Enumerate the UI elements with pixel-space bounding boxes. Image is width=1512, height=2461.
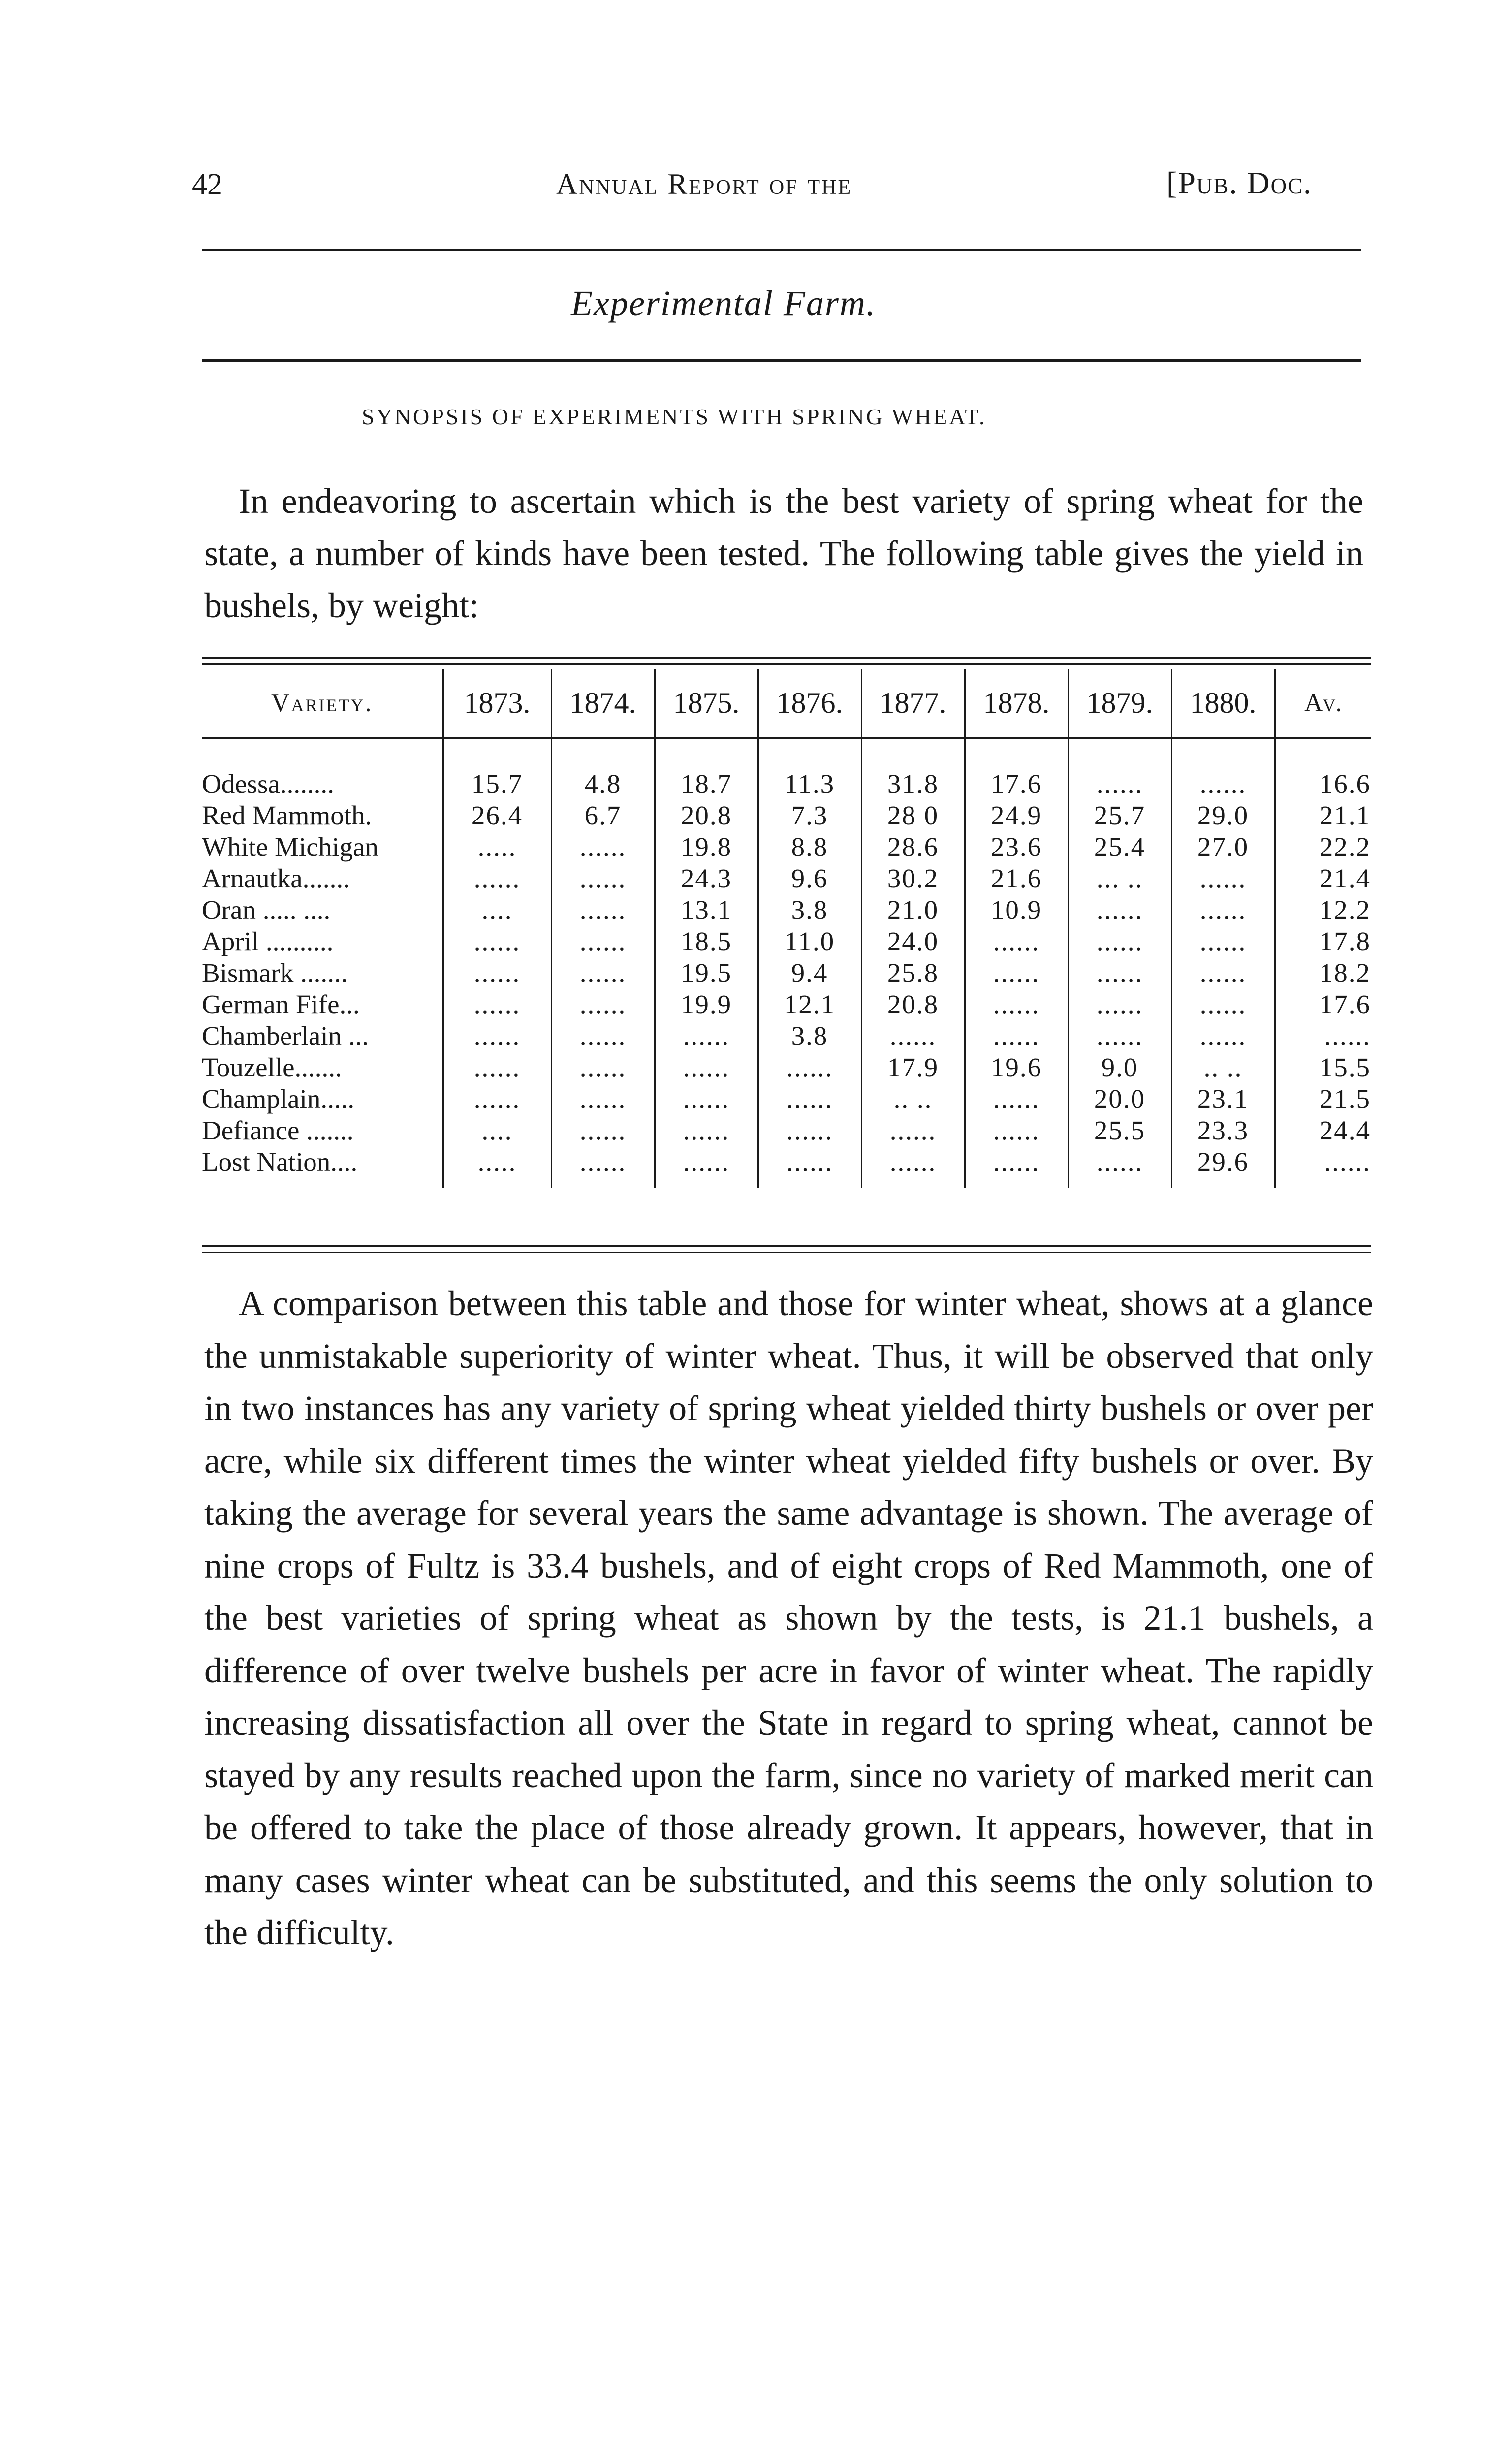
yield-cell: 24.0 <box>861 926 965 957</box>
yield-cell: ...... <box>965 1115 1068 1146</box>
header-separator <box>202 738 1371 768</box>
average-cell: ...... <box>1275 1146 1371 1188</box>
yield-cell: 28.6 <box>861 831 965 863</box>
yield-cell: ...... <box>551 1115 655 1146</box>
yield-cell: ...... <box>758 1115 861 1146</box>
yield-table-block <box>202 657 1371 1267</box>
yield-cell: ...... <box>655 1115 758 1146</box>
average-cell: 21.1 <box>1275 800 1371 831</box>
yield-cell: ...... <box>758 1052 861 1083</box>
yield-cell: ...... <box>1171 768 1275 800</box>
variety-cell: Oran ..... .... <box>202 895 331 925</box>
yield-cell: 6.7 <box>551 800 655 831</box>
variety-cell: Defiance ....... <box>202 1115 354 1145</box>
yield-cell: ...... <box>965 989 1068 1020</box>
header-rule <box>202 249 1361 251</box>
yield-cell: ...... <box>1171 957 1275 989</box>
yield-cell: ...... <box>443 957 551 989</box>
table-row <box>202 957 1371 989</box>
yield-cell: ...... <box>965 1083 1068 1115</box>
variety-cell: Bismark ....... <box>202 958 348 988</box>
yield-cell: ...... <box>551 1020 655 1052</box>
yield-cell: 20.8 <box>655 800 758 831</box>
yield-cell: 25.8 <box>861 957 965 989</box>
column-header-variety: Variety. <box>271 689 373 717</box>
variety-cell: Champlain..... <box>202 1084 355 1114</box>
table-row <box>202 1115 1371 1146</box>
column-header: 1875. <box>655 669 758 738</box>
column-header: 1879. <box>1068 669 1171 738</box>
yield-cell: 11.3 <box>758 768 861 800</box>
yield-cell: ...... <box>1171 989 1275 1020</box>
yield-cell: 21.6 <box>965 863 1068 894</box>
yield-cell: ...... <box>1068 894 1171 926</box>
table-row <box>202 768 1371 800</box>
section-heading: Experimental Farm. <box>571 284 876 323</box>
yield-cell: ...... <box>965 1020 1068 1052</box>
column-header: 1877. <box>861 669 965 738</box>
yield-cell: ...... <box>551 1083 655 1115</box>
yield-cell: ...... <box>1171 863 1275 894</box>
average-cell: ...... <box>1275 1020 1371 1052</box>
yield-cell: ... .. <box>1068 863 1171 894</box>
yield-cell: 9.4 <box>758 957 861 989</box>
yield-cell: ...... <box>655 1083 758 1115</box>
yield-cell: 10.9 <box>965 894 1068 926</box>
yield-cell: ...... <box>551 957 655 989</box>
yield-cell: ...... <box>443 926 551 957</box>
column-header: 1878. <box>965 669 1068 738</box>
yield-cell: ...... <box>551 989 655 1020</box>
yield-cell: ...... <box>655 1020 758 1052</box>
yield-cell: 9.0 <box>1068 1052 1171 1083</box>
yield-cell: ...... <box>551 831 655 863</box>
yield-cell: 25.7 <box>1068 800 1171 831</box>
yield-cell: ...... <box>758 1083 861 1115</box>
yield-cell: 18.5 <box>655 926 758 957</box>
yield-cell: 13.1 <box>655 894 758 926</box>
yield-cell: 4.8 <box>551 768 655 800</box>
yield-cell: 11.0 <box>758 926 861 957</box>
column-header: 1873. <box>443 669 551 738</box>
table-row <box>202 926 1371 957</box>
yield-cell: 19.8 <box>655 831 758 863</box>
average-cell: 12.2 <box>1275 894 1371 926</box>
yield-cell: 20.0 <box>1068 1083 1171 1115</box>
yield-cell: ...... <box>551 926 655 957</box>
average-cell: 18.2 <box>1275 957 1371 989</box>
yield-cell: 3.8 <box>758 894 861 926</box>
table-row <box>202 1052 1371 1083</box>
running-title: Annual Report of the <box>556 168 852 200</box>
intro-paragraph: In endeavoring to ascertain which is the best variety of spring wheat for the state, a number of kinds have been tested. The following table gives the yield in bushels, by weight: <box>204 481 1363 625</box>
yield-cell: 17.6 <box>965 768 1068 800</box>
average-cell: 16.6 <box>1275 768 1371 800</box>
average-cell: 15.5 <box>1275 1052 1371 1083</box>
yield-cell: 8.8 <box>758 831 861 863</box>
yield-cell: 7.3 <box>758 800 861 831</box>
yield-cell: ...... <box>758 1146 861 1188</box>
yield-cell: ...... <box>1068 926 1171 957</box>
yield-cell: 28 0 <box>861 800 965 831</box>
table-row <box>202 863 1371 894</box>
table-top-rule <box>202 657 1371 665</box>
yield-cell: ...... <box>655 1146 758 1188</box>
yield-cell: 25.5 <box>1068 1115 1171 1146</box>
variety-cell: Odessa........ <box>202 769 334 799</box>
yield-cell: 31.8 <box>861 768 965 800</box>
yield-cell: 23.1 <box>1171 1083 1275 1115</box>
column-header: Av. <box>1275 669 1371 738</box>
yield-cell: 29.6 <box>1171 1146 1275 1188</box>
yield-cell: ...... <box>551 1052 655 1083</box>
average-cell: 17.8 <box>1275 926 1371 957</box>
yield-cell: 25.4 <box>1068 831 1171 863</box>
yield-cell: ...... <box>551 894 655 926</box>
average-cell: 21.5 <box>1275 1083 1371 1115</box>
yield-cell: 12.1 <box>758 989 861 1020</box>
column-header: 1876. <box>758 669 861 738</box>
yield-cell: ...... <box>1068 989 1171 1020</box>
yield-cell: 15.7 <box>443 768 551 800</box>
yield-cell: 29.0 <box>1171 800 1275 831</box>
average-cell: 17.6 <box>1275 989 1371 1020</box>
table-row <box>202 1020 1371 1052</box>
table-row <box>202 831 1371 863</box>
yield-cell: ...... <box>443 1083 551 1115</box>
variety-cell: Arnautka....... <box>202 863 350 893</box>
yield-cell: ..... <box>443 831 551 863</box>
yield-cell: 30.2 <box>861 863 965 894</box>
yield-cell: ...... <box>965 926 1068 957</box>
yield-cell: ...... <box>443 989 551 1020</box>
table-bottom-rule <box>202 1245 1371 1253</box>
yield-cell: 20.8 <box>861 989 965 1020</box>
yield-cell: .... <box>443 1115 551 1146</box>
yield-cell: ...... <box>1068 768 1171 800</box>
table-row <box>202 894 1371 926</box>
body-paragraph: A comparison between this table and those for winter wheat, shows at a glance the unmistakable superiority of winter wheat. Thus, it will be observed that only in two instances has any variety of spring wheat yielded thirty bushels or over per acre, while six different times the winter wheat yielded fifty bushels or over. By taking the average for several years the same advantage is shown. The average of nine crops of Fultz is 33.4 bushels, and of eight crops of Red Mammoth, one of the best varieties of spring wheat as shown by the tests, is 21.1 bushels, a difference of over twelve bushels per acre in favor of winter wheat. The rapidly increasing dissatisfaction all over the State in regard to spring wheat, cannot be stayed by any results reached upon the farm, since no variety of marked merit can be offered to take the place of those already grown. It appears, however, that in many cases winter wheat can be substituted, and this seems the only solution to the difficulty. <box>204 1284 1373 1952</box>
yield-cell: ...... <box>1068 957 1171 989</box>
table-row <box>202 1146 1371 1188</box>
yield-cell: ...... <box>965 1146 1068 1188</box>
yield-cell: ...... <box>1068 1146 1171 1188</box>
yield-cell: .... <box>443 894 551 926</box>
variety-cell: Lost Nation.... <box>202 1147 358 1177</box>
yield-cell: ...... <box>861 1115 965 1146</box>
yield-cell: ...... <box>1171 1020 1275 1052</box>
average-cell: 24.4 <box>1275 1115 1371 1146</box>
yield-cell: 3.8 <box>758 1020 861 1052</box>
table-row <box>202 1083 1371 1115</box>
yield-cell: ...... <box>443 1052 551 1083</box>
variety-cell: White Michigan <box>202 832 378 862</box>
yield-cell: 27.0 <box>1171 831 1275 863</box>
variety-cell: Touzelle....... <box>202 1052 342 1082</box>
yield-cell: ...... <box>1171 926 1275 957</box>
variety-cell: Chamberlain ... <box>202 1021 369 1051</box>
variety-cell: German Fife... <box>202 989 360 1019</box>
publication-label: [Pub. Doc. <box>1166 165 1313 200</box>
yield-table <box>202 669 1371 1188</box>
yield-cell: ...... <box>1171 894 1275 926</box>
variety-cell: April .......... <box>202 926 334 956</box>
yield-cell: 26.4 <box>443 800 551 831</box>
yield-cell: 24.9 <box>965 800 1068 831</box>
page-number: 42 <box>192 168 222 201</box>
yield-cell: ..... <box>443 1146 551 1188</box>
variety-cell: Red Mammoth. <box>202 800 372 830</box>
yield-cell: 24.3 <box>655 863 758 894</box>
yield-cell: 17.9 <box>861 1052 965 1083</box>
yield-cell: ...... <box>655 1052 758 1083</box>
yield-cell: 19.5 <box>655 957 758 989</box>
table-header-row <box>202 669 1371 738</box>
average-cell: 22.2 <box>1275 831 1371 863</box>
yield-cell: ...... <box>861 1020 965 1052</box>
table-row <box>202 800 1371 831</box>
yield-cell: ...... <box>965 957 1068 989</box>
table-row <box>202 989 1371 1020</box>
yield-cell: 23.3 <box>1171 1115 1275 1146</box>
column-header: 1874. <box>551 669 655 738</box>
table-caption: SYNOPSIS OF EXPERIMENTS WITH SPRING WHEAT. <box>362 404 987 429</box>
yield-cell: ...... <box>443 863 551 894</box>
yield-cell: 19.9 <box>655 989 758 1020</box>
yield-cell: .. .. <box>861 1083 965 1115</box>
yield-cell: ...... <box>551 863 655 894</box>
yield-cell: ...... <box>861 1146 965 1188</box>
yield-cell: ...... <box>551 1146 655 1188</box>
table-body <box>202 738 1371 1188</box>
yield-cell: 9.6 <box>758 863 861 894</box>
column-header: 1880. <box>1171 669 1275 738</box>
average-cell: 21.4 <box>1275 863 1371 894</box>
section-rule <box>202 359 1361 362</box>
yield-cell: .. .. <box>1171 1052 1275 1083</box>
yield-cell: 18.7 <box>655 768 758 800</box>
yield-cell: 23.6 <box>965 831 1068 863</box>
yield-cell: 21.0 <box>861 894 965 926</box>
yield-cell: ...... <box>1068 1020 1171 1052</box>
yield-cell: 19.6 <box>965 1052 1068 1083</box>
yield-cell: ...... <box>443 1020 551 1052</box>
